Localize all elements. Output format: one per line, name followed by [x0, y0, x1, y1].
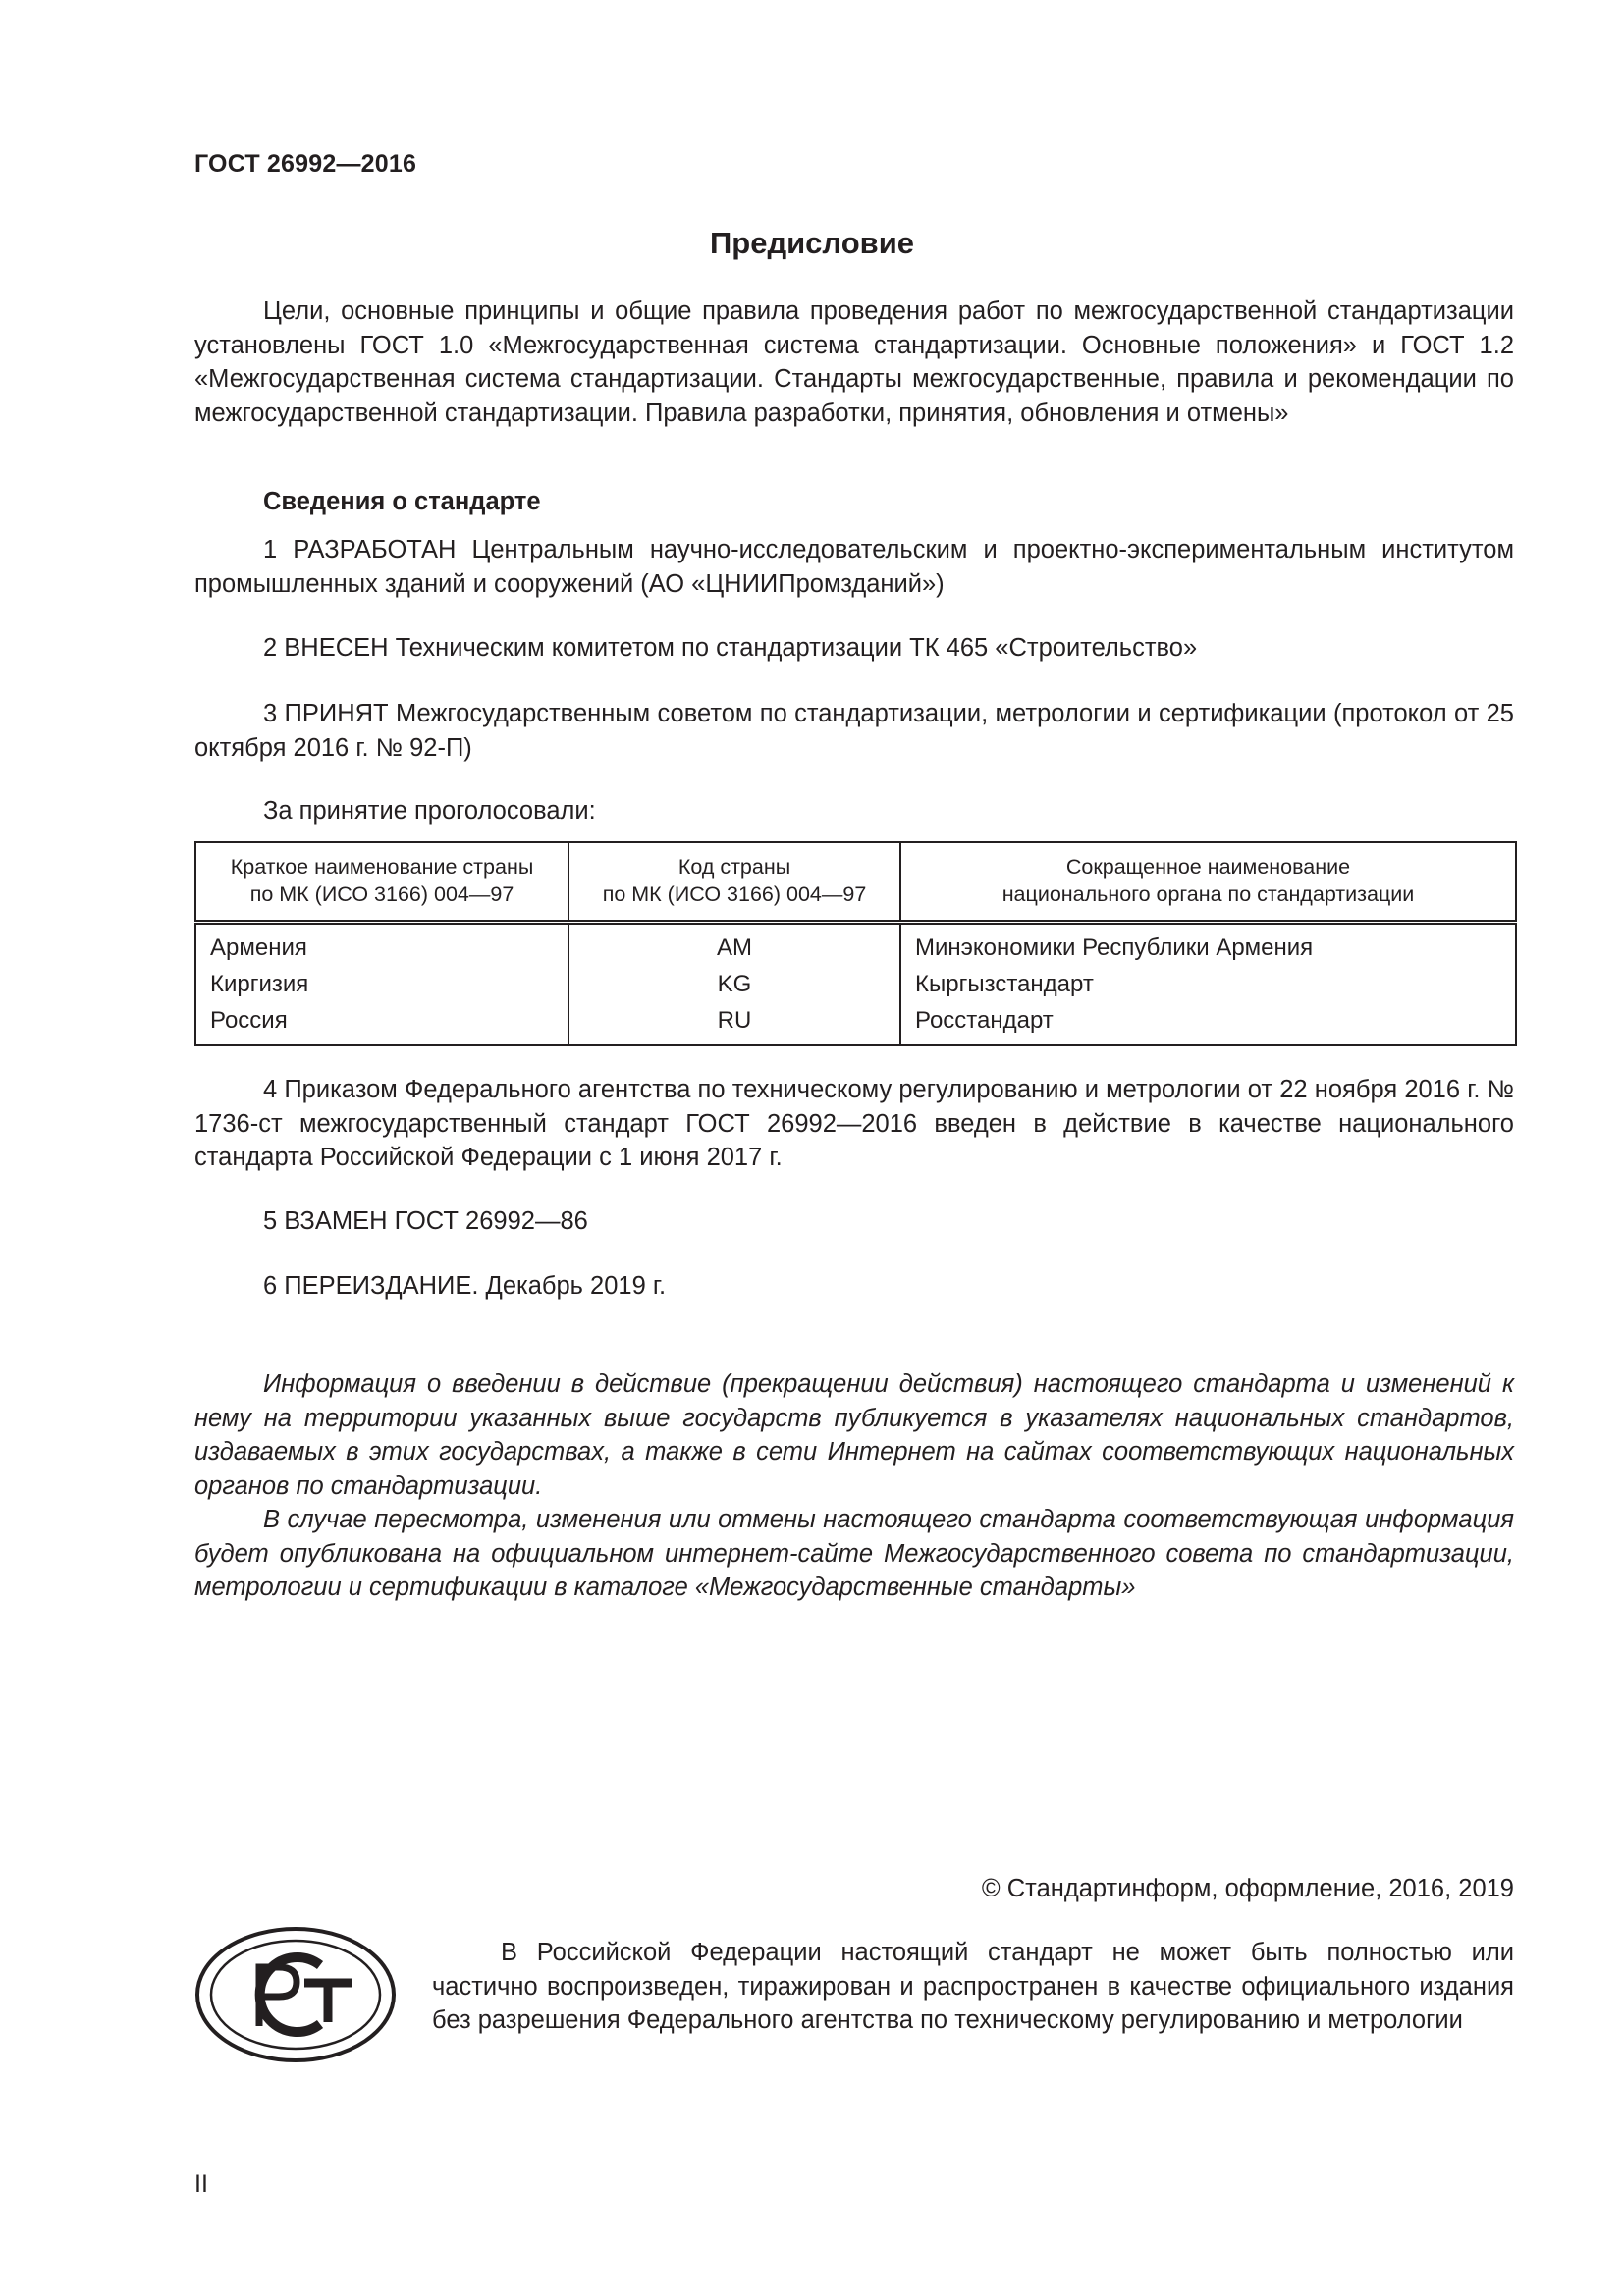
table-cell-body: Кыргызстандарт: [900, 966, 1516, 1002]
intro-section: [194, 294, 1514, 430]
notice-section: [194, 1367, 1514, 1605]
table-cell-body: Росстандарт: [900, 1002, 1516, 1045]
item-order: 4 Приказом Федерального агентства по техническому регулированию и метрологии от 22 ноября 2016 г. № 1736-ст межгосударственный стандарт ГОСТ 26992—2016 введен в действие в качестве национального стандарта Российской Федерации с 1 июня 2017 г.: [194, 1076, 1514, 1171]
table-cell-country: Армения: [195, 923, 568, 967]
info-heading-block: [194, 485, 1514, 519]
table-cell-code: RU: [568, 1002, 900, 1045]
item-adopted: 3 ПРИНЯТ Межгосударственным советом по стандартизации, метрологии и сертификации (протокол от 25 октября 2016 г. № 92-П): [194, 700, 1514, 762]
table-row: [195, 923, 1516, 967]
voted-label-block: [194, 794, 1514, 828]
document-code: ГОСТ 26992—2016: [194, 150, 417, 178]
pct-certification-mark-icon: [194, 1926, 397, 2068]
table-cell-country: Киргизия: [195, 966, 568, 1002]
item-replaces: 5 ВЗАМЕН ГОСТ 26992—86: [263, 1207, 588, 1235]
intro-paragraph: Цели, основные принципы и общие правила проведения работ по межгосударственной стандартизации установлены ГОСТ 1.0 «Межгосударственная система стандартизации. Основные положения» и ГОСТ 1.2 «Межгосударственная система стандартизации. Стандарты межгосударственные, правила и рекомендации по межгосударственной стандартизации. Правила разработки, принятия, обновления и отмены»: [194, 297, 1514, 427]
info-heading: Сведения о стандарте: [263, 488, 541, 515]
notice-paragraph-2: В случае пересмотра, изменения или отмены настоящего стандарта соответствующая информация будет опубликована на официальном интернет-сайте Межгосударственного совета по стандартизации, метрологии и сертификации в каталоге «Межгосударственные стандарты»: [194, 1506, 1514, 1601]
table-cell-body: Минэкономики Республики Армения: [900, 923, 1516, 967]
table-cell-country: Россия: [195, 1002, 568, 1045]
rights-notice-block: [432, 1936, 1514, 2038]
item-adopted-block: [194, 697, 1514, 765]
voting-table: [194, 841, 1517, 1046]
table-cell-code: KG: [568, 966, 900, 1002]
item-reissue-block: [194, 1269, 1514, 1304]
page-title: Предисловие: [709, 226, 914, 260]
table-header-body: Сокращенное наименование национального органа по стандартизации: [900, 842, 1516, 923]
voted-label: За принятие проголосовали:: [263, 797, 596, 825]
table-row: [195, 1002, 1516, 1045]
table-header-country: Краткое наименование страны по МК (ИСО 3166) 004—97: [195, 842, 568, 923]
table-row: [195, 966, 1516, 1002]
item-developed: 1 РАЗРАБОТАН Центральным научно-исследовательским и проектно-экспериментальным институтом промышленных зданий и сооружений (АО «ЦНИИПромзданий»): [194, 536, 1514, 598]
table-header-code: Код страны по МК (ИСО 3166) 004—97: [568, 842, 900, 923]
item-replaces-block: [194, 1204, 1514, 1239]
copyright-text: © Стандартинформ, оформление, 2016, 2019: [981, 1875, 1514, 1902]
item-introduced: 2 ВНЕСЕН Техническим комитетом по стандартизации ТК 465 «Строительство»: [263, 634, 1198, 662]
notice-paragraph-1: Информация о введении в действие (прекращении действия) настоящего стандарта и изменений к нему на территории указанных выше государств публикуется в указателях национальных стандартов, издаваемых в этих государствах, а также в сети Интернет на сайтах соответствующих национальных органов по стандартизации.: [194, 1370, 1514, 1500]
table-cell-code: AM: [568, 923, 900, 967]
table-header-row: [195, 842, 1516, 923]
page-number: II: [194, 2170, 208, 2198]
item-introduced-block: [194, 631, 1514, 666]
item-developed-block: [194, 533, 1514, 601]
item-reissue: 6 ПЕРЕИЗДАНИЕ. Декабрь 2019 г.: [263, 1272, 667, 1300]
rights-notice: В Российской Федерации настоящий стандарт не может быть полностью или частично воспроизведен, тиражирован и распространен в качестве официального издания без разрешения Федерального агентства по техническому регулированию и метрологии: [432, 1939, 1514, 2034]
item-order-block: [194, 1073, 1514, 1175]
